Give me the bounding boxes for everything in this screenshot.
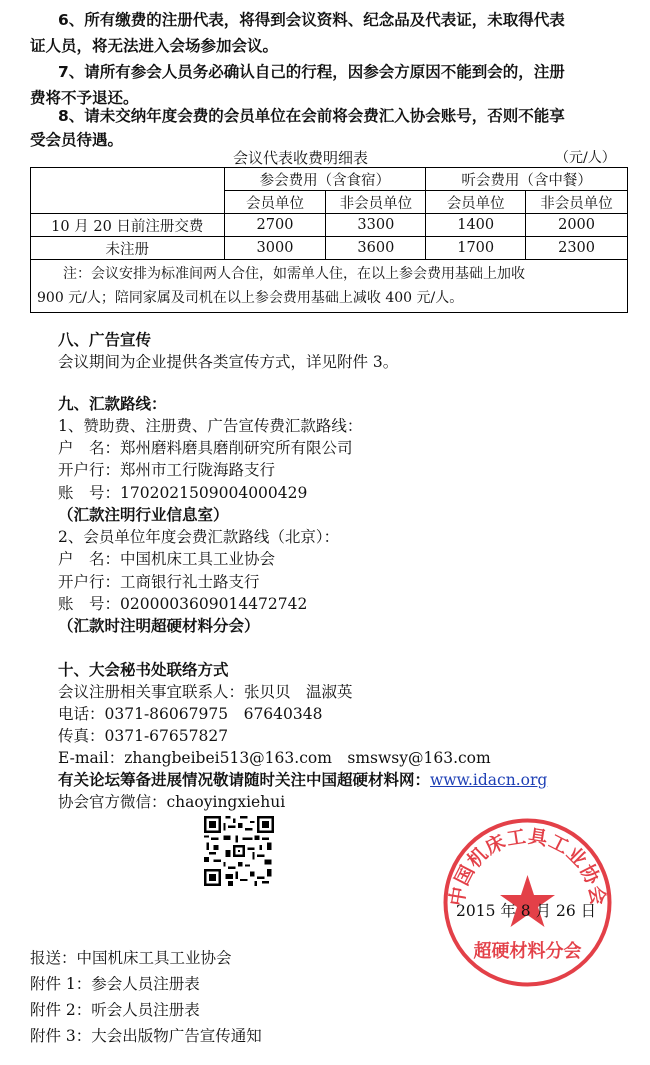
section9-heading: 九、汇款路线： xyxy=(58,395,167,413)
table-cell: 3600 xyxy=(326,237,426,260)
contact-fax: 传真：0371-67657827 xyxy=(58,727,229,745)
route1-note: （汇款注明行业信息室） xyxy=(58,506,229,524)
route2-account-name: 户 名：中国机床工具工业协会 xyxy=(58,550,276,568)
route1-account-number: 账 号：1702021509004000429 xyxy=(58,484,308,502)
table-cell: 3000 xyxy=(224,237,326,260)
item7-line2: 费将不予退还。 xyxy=(30,89,139,107)
row-label: 未注册 xyxy=(31,237,225,260)
website-line xyxy=(58,768,547,792)
col-header-nonmember: 非会员单位 xyxy=(526,191,628,214)
table-cell: 2300 xyxy=(526,237,628,260)
col-header-member: 会员单位 xyxy=(426,191,526,214)
table-cell: 2000 xyxy=(526,214,628,237)
table-cell: 3300 xyxy=(326,214,426,237)
website-prompt: 有关论坛筹备进展情况敬请随时关注中国超硬材料网： xyxy=(58,771,431,789)
section8-heading: 八、广告宣传 xyxy=(58,331,152,349)
col-header-member: 会员单位 xyxy=(224,191,326,214)
contact-phone: 电话：0371-86067975 67640348 xyxy=(58,705,323,723)
attachment-2: 附件 2：听会人员注册表 xyxy=(30,1001,200,1019)
route2-account-number: 账 号：0200003609014472742 xyxy=(58,595,308,613)
attachment-1: 附件 1：参会人员注册表 xyxy=(30,975,200,993)
report-to: 报送：中国机床工具工业协会 xyxy=(30,949,232,967)
item6-line2: 证人员，将无法进入会场参加会议。 xyxy=(30,37,279,55)
route2-note: （汇款时注明超硬材料分会） xyxy=(58,617,260,635)
section8-text: 会议期间为企业提供各类宣传方式，详见附件 3。 xyxy=(58,353,399,371)
route1-account-name: 户 名：郑州磨料磨具磨削研究所有限公司 xyxy=(58,439,353,457)
table-note-line2: 900 元/人；陪同家属及司机在以上参会费用基础上减收 400 元/人。 xyxy=(37,290,464,306)
contact-persons: 会议注册相关事宜联系人：张贝贝 温淑英 xyxy=(58,683,353,701)
route1-title: 1、赞助费、注册费、广告宣传费汇款路线： xyxy=(58,417,363,435)
item7-line1: 7、请所有参会人员务必确认自己的行程，因参会方原因不能到会的，注册 xyxy=(58,63,565,81)
qr-code-image xyxy=(204,816,274,886)
route2-bank: 开户行：工商银行礼士路支行 xyxy=(58,573,260,591)
contact-email: E-mail：zhangbeibei513@163.com smswsy@163.com xyxy=(58,749,491,767)
table-row xyxy=(31,214,628,237)
website-link[interactable]: www.idacn.org xyxy=(430,771,548,789)
route2-title: 2、会员单位年度会费汇款路线（北京）： xyxy=(58,528,340,546)
seal-bottom-text: 超硬材料分会 xyxy=(473,941,582,962)
row-label: 10 月 20 日前注册交费 xyxy=(31,214,225,237)
table-cell: 2700 xyxy=(224,214,326,237)
wechat-account: 协会官方微信：chaoyingxiehui xyxy=(58,793,286,811)
table-row xyxy=(31,260,628,313)
fee-table xyxy=(30,167,628,313)
col-header-nonmember: 非会员单位 xyxy=(326,191,426,214)
table-row xyxy=(31,237,628,260)
section10-heading: 十、大会秘书处联络方式 xyxy=(58,661,229,679)
item8-line1: 8、请未交纳年度会费的会员单位在会前将会费汇入协会账号，否则不能享 xyxy=(58,107,565,125)
table-unit: （元/人） xyxy=(555,150,616,166)
route1-bank: 开户行：郑州市工行陇海路支行 xyxy=(58,461,276,479)
table-note xyxy=(31,260,628,313)
group-attend-header: 参会费用（含食宿） xyxy=(224,168,426,191)
item6-line1: 6、所有缴费的注册代表，将得到会议资料、纪念品及代表证，未取得代表 xyxy=(58,11,565,29)
issue-date: 2015 年 8 月 26 日 xyxy=(456,902,597,920)
table-corner-cell xyxy=(31,168,225,214)
table-note-line1: 注：会议安排为标准间两人合住，如需单人住，在以上参会费用基础上加收 xyxy=(63,266,525,282)
group-listen-header: 听会费用（含中餐） xyxy=(426,168,628,191)
seal-top-text: 中国机床工具工业协会 xyxy=(445,825,610,908)
table-cell: 1400 xyxy=(426,214,526,237)
item8-line2: 受会员待遇。 xyxy=(30,131,124,149)
attachment-3: 附件 3：大会出版物广告宣传通知 xyxy=(30,1027,262,1045)
table-cell: 1700 xyxy=(426,237,526,260)
table-row xyxy=(31,168,628,191)
table-title: 会议代表收费明细表 xyxy=(233,149,369,167)
